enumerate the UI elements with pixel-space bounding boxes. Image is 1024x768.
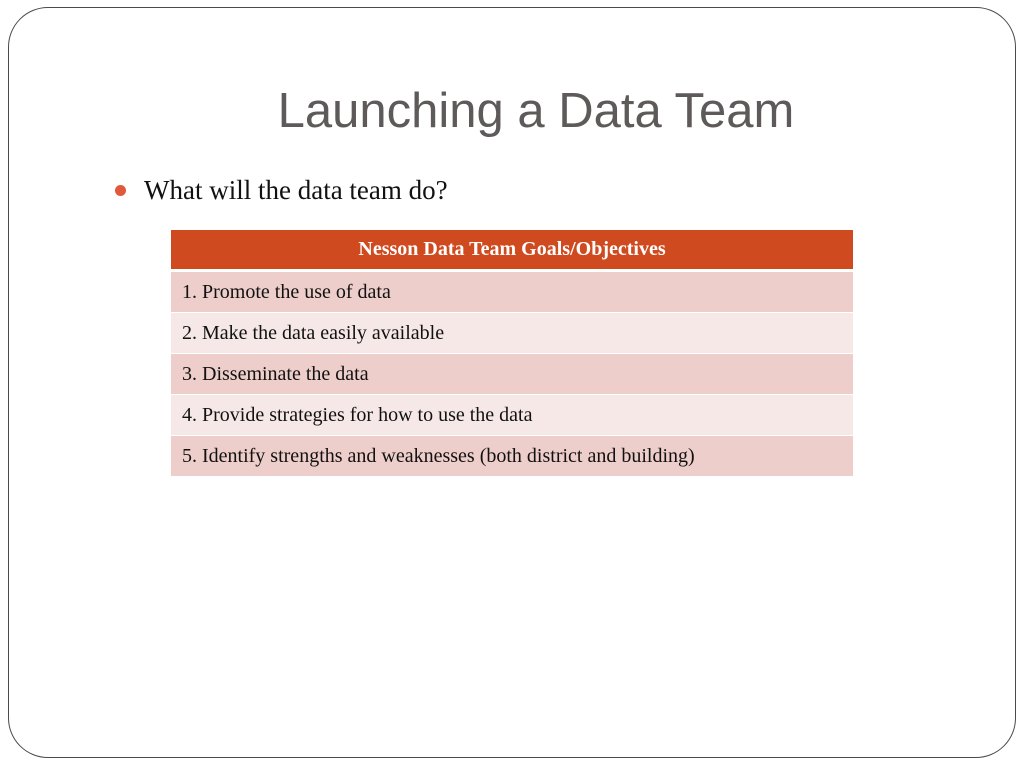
table-cell: 5. Identify strengths and weaknesses (both district and building) (171, 436, 853, 477)
table-row (171, 354, 853, 395)
table-cell: 4. Provide strategies for how to use the data (171, 395, 853, 436)
goals-table (171, 230, 853, 477)
bullet-text: What will the data team do? (144, 174, 448, 205)
table-header-row (171, 230, 853, 272)
table-cell: 3. Disseminate the data (171, 354, 853, 395)
table-cell: 1. Promote the use of data (171, 272, 853, 313)
table-row (171, 436, 853, 477)
table-row (171, 272, 853, 313)
table-row (171, 313, 853, 354)
bullet-item (115, 170, 448, 210)
bullet-dot-icon (115, 185, 126, 196)
table-row (171, 395, 853, 436)
table-header: Nesson Data Team Goals/Objectives (171, 230, 853, 272)
slide-title: Launching a Data Team (277, 84, 795, 138)
table-cell: 2. Make the data easily available (171, 313, 853, 354)
